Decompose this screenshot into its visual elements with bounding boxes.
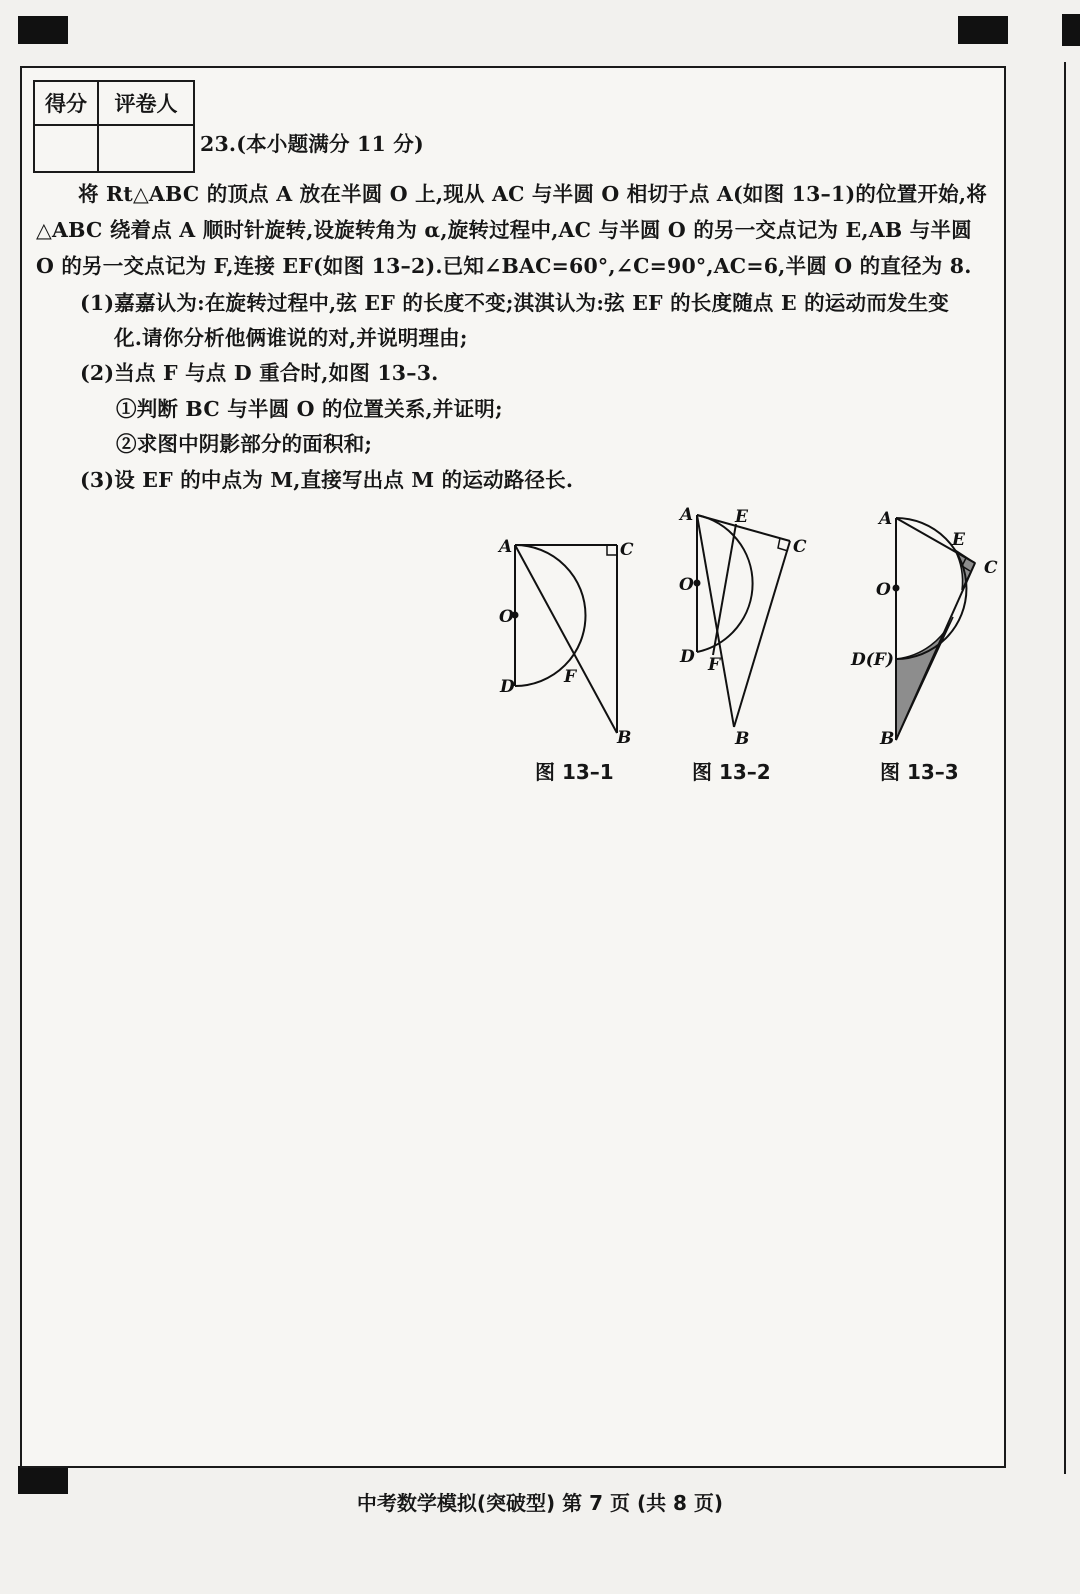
question-header: 23.(本小题满分 11 分) xyxy=(200,132,424,156)
fig3-label-e: E xyxy=(952,530,965,550)
part2-sub2: ②求图中阴影部分的面积和; xyxy=(116,432,373,456)
fig1-label-f: F xyxy=(564,667,577,687)
part1-line-1: (1)嘉嘉认为:在旋转过程中,弦 EF 的长度不变;淇淇认为:弦 EF 的长度随点 E 的运动而发生变 xyxy=(80,291,950,315)
fig1-side-ab xyxy=(515,545,617,733)
figure-13-3 xyxy=(896,518,975,740)
intro-line-1: 将 Rt△ABC 的顶点 A 放在半圆 O 上,现从 AC 与半圆 O 相切于点 A(如图 13–1)的位置开始,将 xyxy=(78,182,987,206)
fig1-right-angle-mark xyxy=(607,545,617,555)
fig1-label-d: D xyxy=(500,677,515,697)
fig3-label-c: C xyxy=(984,558,998,578)
fig2-side-ab xyxy=(697,515,734,727)
fig2-chord-ef xyxy=(713,524,736,655)
part2-text: (2)当点 F 与点 D 重合时,如图 13–3. xyxy=(80,361,439,385)
fig2-label-e: E xyxy=(735,507,748,527)
intro-line-2: △ABC 绕着点 A 顺时针旋转,设旋转角为 α,旋转过程中,AC 与半圆 O 的另一交点记为 E,AB 与半圆 xyxy=(36,218,972,242)
intro-line-3: O 的另一交点记为 F,连接 EF(如图 13–2).已知∠BAC=60°,∠C=90°,AC=6,半圆 O 的直径为 8. xyxy=(36,254,972,278)
part1-line-2: 化.请你分析他俩谁说的对,并说明理由; xyxy=(114,326,468,350)
figure-13-1 xyxy=(515,545,617,733)
fig2-label-a: A xyxy=(680,505,694,525)
fig2-label-o: O xyxy=(679,575,694,595)
figure-13-2-caption: 图 13–2 xyxy=(692,760,771,784)
fig2-label-d: D xyxy=(680,647,695,667)
figure-13-3-caption: 图 13–3 xyxy=(880,760,959,784)
fig1-label-b: B xyxy=(617,728,632,748)
fig3-label-a: A xyxy=(879,509,893,529)
fig3-label-o: O xyxy=(876,580,891,600)
fig3-side-cb xyxy=(896,563,975,740)
fig2-label-b: B xyxy=(735,729,750,749)
figure-13-2 xyxy=(697,515,790,727)
figure-13-1-caption: 图 13–1 xyxy=(535,760,614,784)
page-footer: 中考数学模拟(突破型) 第 7 页 (共 8 页) xyxy=(356,1491,724,1515)
fig2-side-cb xyxy=(734,541,790,727)
part2-sub1: ①判断 BC 与半圆 O 的位置关系,并证明; xyxy=(116,397,503,421)
fig1-label-o: O xyxy=(499,607,514,627)
fig1-label-c: C xyxy=(620,540,634,560)
fig1-label-a: A xyxy=(499,537,513,557)
grader-label: 评卷人 xyxy=(98,81,194,125)
fig3-label-b: B xyxy=(880,729,895,749)
part3-text: (3)设 EF 的中点为 M,直接写出点 M 的运动路径长. xyxy=(80,468,574,492)
fig2-label-c: C xyxy=(793,537,807,557)
fig3-center-dot xyxy=(893,585,900,592)
fig3-label-df: D(F) xyxy=(851,650,894,670)
score-label: 得分 xyxy=(34,81,98,125)
fig2-label-f: F xyxy=(708,655,721,675)
fig2-center-dot xyxy=(694,580,701,587)
